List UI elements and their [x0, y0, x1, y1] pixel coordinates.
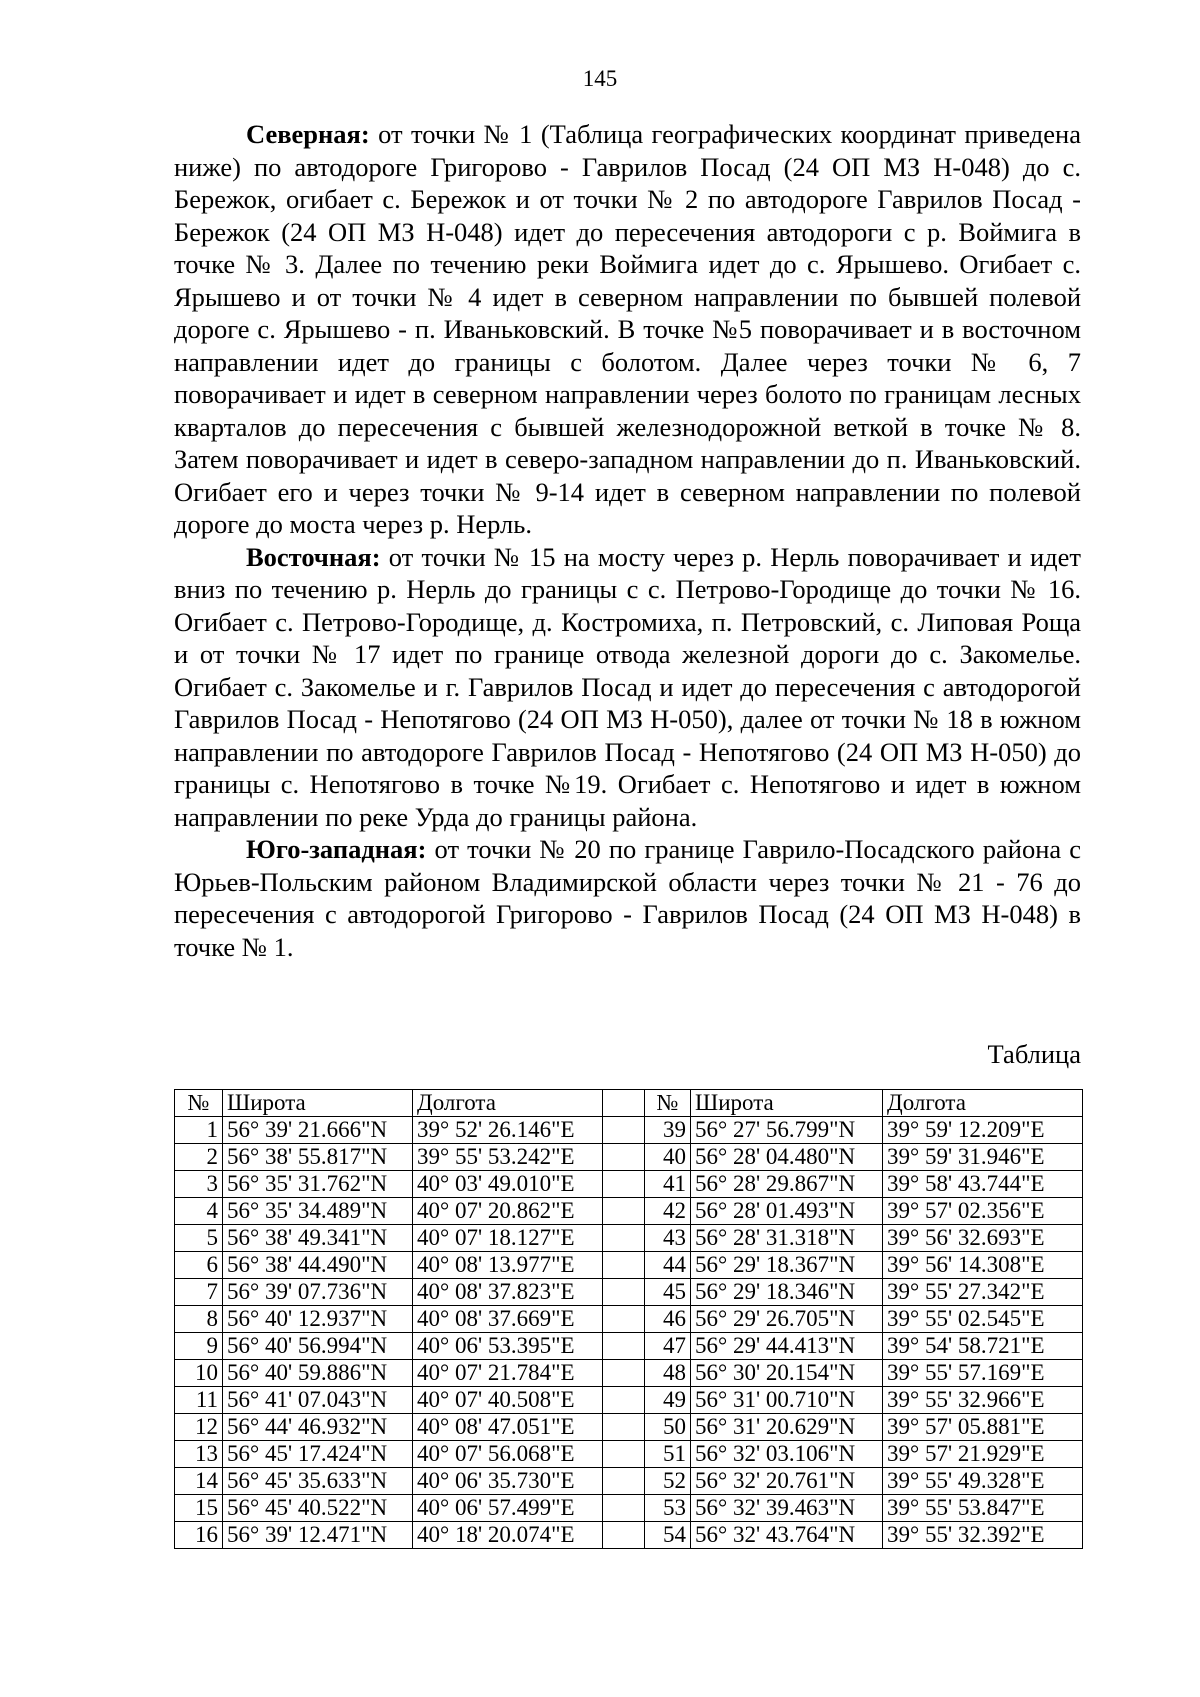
- cell-longitude-right: 39° 55' 32.966"E: [883, 1387, 1083, 1414]
- cell-longitude-left: 40° 06' 53.395"E: [413, 1333, 603, 1360]
- boundary-description: [174, 118, 1081, 963]
- heading-north: Северная:: [246, 119, 370, 149]
- cell-spacer: [603, 1333, 645, 1360]
- cell-longitude-right: 39° 55' 49.328"E: [883, 1468, 1083, 1495]
- cell-latitude-left: 56° 38' 44.490"N: [223, 1252, 413, 1279]
- cell-latitude-left: 56° 44' 46.932"N: [223, 1414, 413, 1441]
- table-body: [175, 1117, 1083, 1549]
- cell-latitude-right: 56° 32' 39.463"N: [691, 1495, 883, 1522]
- paragraph-east: [174, 541, 1081, 834]
- cell-latitude-right: 56° 28' 31.318"N: [691, 1225, 883, 1252]
- header-latitude-right: Широта: [691, 1090, 883, 1117]
- cell-spacer: [603, 1252, 645, 1279]
- text-southwest: от точки № 20 по границе Гаврило-Посадского района с Юрьев-Польским районом Владимирской области через точки № 21 - 76 до пересечения с автодорогой Григорово - Гаврилов Посад (24 ОП МЗ Н-048) в точке № 1.: [174, 834, 1081, 962]
- cell-latitude-left: 56° 45' 40.522"N: [223, 1495, 413, 1522]
- cell-latitude-left: 56° 40' 56.994"N: [223, 1333, 413, 1360]
- cell-number-left: 13: [175, 1441, 223, 1468]
- cell-latitude-right: 56° 28' 29.867"N: [691, 1171, 883, 1198]
- cell-number-left: 6: [175, 1252, 223, 1279]
- cell-longitude-right: 39° 54' 58.721"E: [883, 1333, 1083, 1360]
- cell-longitude-right: 39° 57' 02.356"E: [883, 1198, 1083, 1225]
- cell-spacer: [603, 1198, 645, 1225]
- cell-number-left: 11: [175, 1387, 223, 1414]
- cell-number-right: 49: [645, 1387, 691, 1414]
- table-row: [175, 1414, 1083, 1441]
- cell-longitude-right: 39° 59' 12.209"E: [883, 1117, 1083, 1144]
- cell-number-left: 5: [175, 1225, 223, 1252]
- header-longitude-right: Долгота: [883, 1090, 1083, 1117]
- cell-number-right: 47: [645, 1333, 691, 1360]
- cell-latitude-left: 56° 41' 07.043"N: [223, 1387, 413, 1414]
- text-north: от точки № 1 (Таблица географических координат приведена ниже) по автодороге Григорово - Гаврилов Посад (24 ОП МЗ Н-048) до с. Бережок, огибает с. Бережок и от точки № 2 по автодороге Гаврилов Посад - Бережок (24 ОП МЗ Н-048) идет до пересечения автодороги с р. Воймига в точке № 3. Далее по течению реки Воймига идет до с. Ярышево. Огибает с. Ярышево и от точки № 4 идет в северном направлении по бывшей полевой дороге с. Ярышево - п. Иваньковский. В точке №5 поворачивает и в восточном направлении идет до границы с болотом. Далее через точки № 6, 7 поворачивает и идет в северном направлении через болото по границам лесных кварталов до пересечения с бывшей железнодорожной веткой в точке № 8. Затем поворачивает и идет в северо-западном направлении до п. Иваньковский. Огибает его и через точки № 9-14 идет в северном направлении по полевой дороге до моста через р. Нерль.: [174, 119, 1081, 539]
- cell-number-right: 44: [645, 1252, 691, 1279]
- cell-number-left: 12: [175, 1414, 223, 1441]
- cell-latitude-right: 56° 29' 26.705"N: [691, 1306, 883, 1333]
- cell-spacer: [603, 1360, 645, 1387]
- cell-spacer: [603, 1171, 645, 1198]
- cell-longitude-left: 40° 08' 13.977"E: [413, 1252, 603, 1279]
- cell-spacer: [603, 1225, 645, 1252]
- table-row: [175, 1495, 1083, 1522]
- cell-number-left: 4: [175, 1198, 223, 1225]
- cell-number-right: 43: [645, 1225, 691, 1252]
- cell-longitude-left: 40° 08' 47.051"E: [413, 1414, 603, 1441]
- cell-longitude-right: 39° 59' 31.946"E: [883, 1144, 1083, 1171]
- cell-longitude-left: 40° 06' 57.499"E: [413, 1495, 603, 1522]
- cell-latitude-right: 56° 32' 03.106"N: [691, 1441, 883, 1468]
- page-number: 145: [582, 66, 618, 91]
- cell-longitude-right: 39° 55' 53.847"E: [883, 1495, 1083, 1522]
- cell-longitude-left: 40° 03' 49.010"E: [413, 1171, 603, 1198]
- cell-latitude-right: 56° 28' 01.493"N: [691, 1198, 883, 1225]
- cell-longitude-left: 40° 08' 37.823"E: [413, 1279, 603, 1306]
- cell-latitude-right: 56° 27' 56.799"N: [691, 1117, 883, 1144]
- cell-number-left: 14: [175, 1468, 223, 1495]
- cell-number-right: 50: [645, 1414, 691, 1441]
- cell-longitude-right: 39° 56' 32.693"E: [883, 1225, 1083, 1252]
- table-row: [175, 1333, 1083, 1360]
- cell-number-left: 7: [175, 1279, 223, 1306]
- cell-spacer: [603, 1144, 645, 1171]
- cell-longitude-left: 40° 08' 37.669"E: [413, 1306, 603, 1333]
- cell-longitude-left: 40° 07' 18.127"E: [413, 1225, 603, 1252]
- cell-longitude-left: 40° 07' 56.068"E: [413, 1441, 603, 1468]
- cell-spacer: [603, 1279, 645, 1306]
- coordinates-table: [174, 1089, 1083, 1549]
- cell-longitude-right: 39° 56' 14.308"E: [883, 1252, 1083, 1279]
- cell-longitude-right: 39° 57' 05.881"E: [883, 1414, 1083, 1441]
- cell-spacer: [603, 1387, 645, 1414]
- header-spacer: [603, 1090, 645, 1117]
- cell-latitude-left: 56° 39' 12.471"N: [223, 1522, 413, 1549]
- text-east: от точки № 15 на мосту через р. Нерль поворачивает и идет вниз по течению р. Нерль до границы с с. Петрово-Городище до точки № 16. Огибает с. Петрово-Городище, д. Костромиха, п. Петровский, с. Липовая Роща и от точки № 17 идет по границе отвода железной дороги до с. Закомелье. Огибает с. Закомелье и г. Гаврилов Посад и идет до пересечения с автодорогой Гаврилов Посад - Непотягово (24 ОП МЗ Н-050), далее от точки № 18 в южном направлении по автодороге Гаврилов Посад - Непотягово (24 ОП МЗ Н-050) до границы с. Непотягово в точке №19. Огибает с. Непотягово и идет в южном направлении по реке Урда до границы района.: [174, 541, 1081, 832]
- table-row: [175, 1279, 1083, 1306]
- cell-number-right: 54: [645, 1522, 691, 1549]
- cell-latitude-right: 56° 31' 00.710"N: [691, 1387, 883, 1414]
- table-row: [175, 1468, 1083, 1495]
- cell-longitude-left: 40° 07' 21.784"E: [413, 1360, 603, 1387]
- cell-longitude-left: 40° 07' 40.508"E: [413, 1387, 603, 1414]
- cell-latitude-right: 56° 28' 04.480"N: [691, 1144, 883, 1171]
- table-row: [175, 1522, 1083, 1549]
- header-longitude-left: Долгота: [413, 1090, 603, 1117]
- table-row: [175, 1306, 1083, 1333]
- cell-latitude-right: 56° 29' 18.367"N: [691, 1252, 883, 1279]
- cell-latitude-left: 56° 39' 07.736"N: [223, 1279, 413, 1306]
- cell-longitude-left: 40° 06' 35.730"E: [413, 1468, 603, 1495]
- table-row: [175, 1360, 1083, 1387]
- table-header-row: [175, 1090, 1083, 1117]
- cell-number-right: 39: [645, 1117, 691, 1144]
- cell-latitude-left: 56° 35' 34.489"N: [223, 1198, 413, 1225]
- cell-number-right: 51: [645, 1441, 691, 1468]
- cell-number-right: 46: [645, 1306, 691, 1333]
- cell-longitude-left: 39° 55' 53.242"E: [413, 1144, 603, 1171]
- cell-longitude-left: 39° 52' 26.146"E: [413, 1117, 603, 1144]
- cell-spacer: [603, 1495, 645, 1522]
- cell-latitude-right: 56° 29' 18.346"N: [691, 1279, 883, 1306]
- cell-number-left: 10: [175, 1360, 223, 1387]
- table-row: [175, 1171, 1083, 1198]
- cell-number-right: 52: [645, 1468, 691, 1495]
- cell-number-left: 15: [175, 1495, 223, 1522]
- cell-spacer: [603, 1441, 645, 1468]
- header-latitude-left: Широта: [223, 1090, 413, 1117]
- cell-number-left: 3: [175, 1171, 223, 1198]
- cell-latitude-right: 56° 31' 20.629"N: [691, 1414, 883, 1441]
- cell-spacer: [603, 1414, 645, 1441]
- cell-longitude-right: 39° 55' 02.545"E: [883, 1306, 1083, 1333]
- cell-latitude-right: 56° 32' 20.761"N: [691, 1468, 883, 1495]
- cell-spacer: [603, 1468, 645, 1495]
- table-caption: Таблица: [987, 1039, 1081, 1069]
- table-row: [175, 1225, 1083, 1252]
- cell-number-left: 8: [175, 1306, 223, 1333]
- cell-latitude-right: 56° 29' 44.413"N: [691, 1333, 883, 1360]
- cell-latitude-left: 56° 45' 35.633"N: [223, 1468, 413, 1495]
- cell-spacer: [603, 1522, 645, 1549]
- cell-number-left: 16: [175, 1522, 223, 1549]
- table-row: [175, 1144, 1083, 1171]
- header-number-left: №: [175, 1090, 223, 1117]
- cell-latitude-left: 56° 38' 55.817"N: [223, 1144, 413, 1171]
- table-row: [175, 1387, 1083, 1414]
- cell-number-left: 2: [175, 1144, 223, 1171]
- cell-latitude-right: 56° 30' 20.154"N: [691, 1360, 883, 1387]
- paragraph-north: [174, 118, 1081, 541]
- cell-longitude-right: 39° 58' 43.744"E: [883, 1171, 1083, 1198]
- cell-number-right: 48: [645, 1360, 691, 1387]
- cell-latitude-left: 56° 40' 12.937"N: [223, 1306, 413, 1333]
- cell-longitude-right: 39° 57' 21.929"E: [883, 1441, 1083, 1468]
- cell-longitude-right: 39° 55' 32.392"E: [883, 1522, 1083, 1549]
- cell-longitude-right: 39° 55' 57.169"E: [883, 1360, 1083, 1387]
- cell-number-right: 45: [645, 1279, 691, 1306]
- heading-southwest: Юго-западная:: [246, 834, 427, 864]
- cell-longitude-left: 40° 07' 20.862"E: [413, 1198, 603, 1225]
- header-number-right: №: [645, 1090, 691, 1117]
- cell-number-right: 53: [645, 1495, 691, 1522]
- cell-latitude-left: 56° 35' 31.762"N: [223, 1171, 413, 1198]
- cell-number-right: 41: [645, 1171, 691, 1198]
- cell-number-right: 40: [645, 1144, 691, 1171]
- paragraph-southwest: [174, 833, 1081, 963]
- heading-east: Восточная:: [246, 541, 381, 572]
- cell-number-right: 42: [645, 1198, 691, 1225]
- cell-longitude-left: 40° 18' 20.074"E: [413, 1522, 603, 1549]
- table-row: [175, 1117, 1083, 1144]
- cell-longitude-right: 39° 55' 27.342"E: [883, 1279, 1083, 1306]
- cell-latitude-right: 56° 32' 43.764"N: [691, 1522, 883, 1549]
- cell-spacer: [603, 1117, 645, 1144]
- cell-latitude-left: 56° 38' 49.341"N: [223, 1225, 413, 1252]
- table-row: [175, 1441, 1083, 1468]
- cell-number-left: 1: [175, 1117, 223, 1144]
- cell-latitude-left: 56° 39' 21.666"N: [223, 1117, 413, 1144]
- table-row: [175, 1252, 1083, 1279]
- cell-latitude-left: 56° 40' 59.886"N: [223, 1360, 413, 1387]
- cell-latitude-left: 56° 45' 17.424"N: [223, 1441, 413, 1468]
- cell-spacer: [603, 1306, 645, 1333]
- table-row: [175, 1198, 1083, 1225]
- cell-number-left: 9: [175, 1333, 223, 1360]
